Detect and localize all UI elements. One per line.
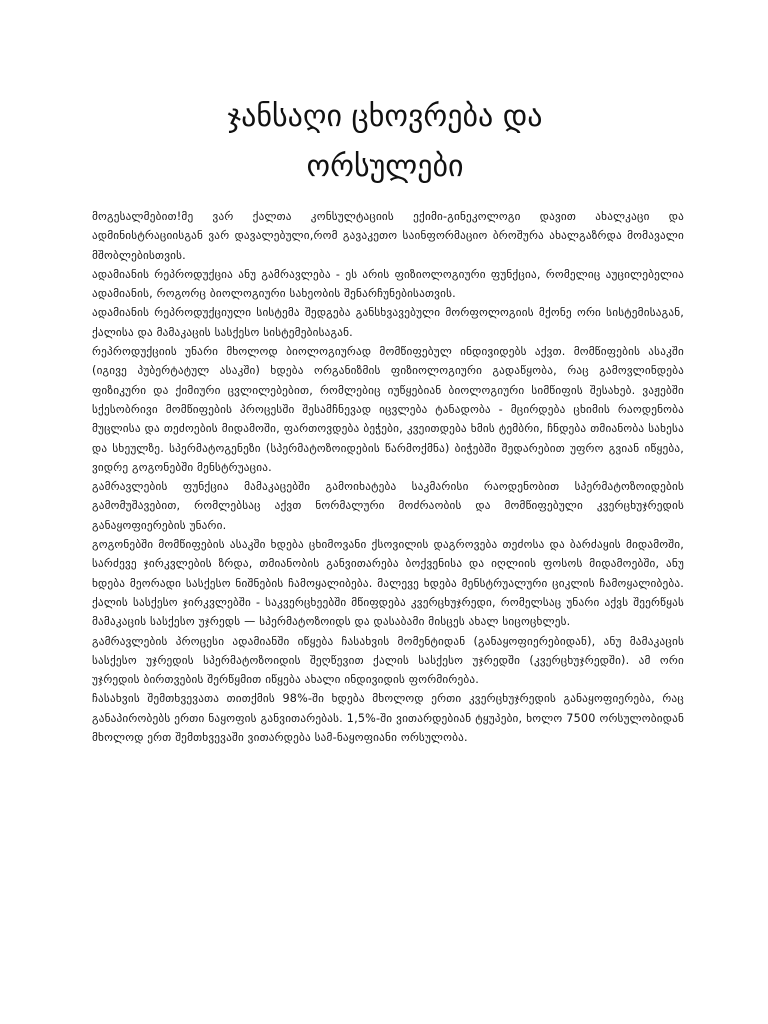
- paragraph-reproduction-definition: ადამიანის რეპროდუქცია ანუ გამრავლება - ეს არის ფიზიოლოგიური ფუნქცია, რომელიც აუცილებელია ადამიანის, როგორც ბიოლოგიური სახეობის შენარჩუნებისათვის.: [92, 267, 684, 301]
- page-title: [150, 92, 620, 192]
- paragraph-greeting: მოგესალმებით!მე ვარ ქალთა კონსულტაციის ექიმი-გინეკოლოგი დავით ახალკაცი და ადმინისტრაციისგან ვარ დავალებული,რომ გავაკეთო საინფორმაციო ბროშურა ახალგაზრდა მომავალი მშობლებისთვის.: [92, 210, 684, 262]
- paragraph-male-function: გამრავლების ფუნქცია მამაკაცებში გამოიხატება საკმარისი რაოდენობით სპერმატოზოიდების გამომუშავებით, რომლებსაც აქვთ ნორმალური მოძრაობის და მომწიფებული კვერცხუჯრედის განაყოფიერების უნარი.: [92, 480, 684, 532]
- paragraph-reproductive-system: ადამიანის რეპროდუქციული სისტემა შედგება განსხვავებული მორფოლოგიის მქონე ორი სისტემისაგან, ქალისა და მამაკაცის სასქესო სისტემებისაგან.: [92, 306, 684, 339]
- paragraph-multiple-pregnancy: ჩასახვის შემთხვევათა თითქმის 98%-ში ხდება მხოლოდ ერთი კვერცხუჯრედის განაყოფიერება, რაც განაპირობებს ერთი ნაყოფის განვითარებას. 1,5%-ში ვითარდებიან ტყუპები, ხოლო 7500 ორსულობიდან მხოლოდ ერთ შემთხვევაში ვითარდება სამ-ნაყოფიანი ორსულობა.: [92, 692, 684, 745]
- title-line-2: ორსულები: [306, 149, 464, 184]
- title-line-1: ჯანსაღი ცხოვრება და: [227, 99, 543, 134]
- document-body: [92, 207, 684, 747]
- paragraph-puberty-girls: გოგონებში მომწიფების ასაკში ხდება ცხიმოვანი ქსოვილის დაგროვება თეძოსა და ბარძაყის მიდამოში, სარძევე ჯირკვლების ზრდა, თმიანობის განვითარება ბოქვენისა და იღლიის ფოსოს მიდამოებში, ანუ ხდება მეორადი სასქესო ნიშნების ჩამოყალიბება. მალევე ხდება მენსტრუალური ციკლის ჩამოყალიბება. ქალის სასქესო ჯირკვლებში - საკვერცხეებში მწიფდება კვერცხუჯრედი, რომელსაც უნარი აქვს შეერწყას მამაკაცის სასქესო უჯრედს — სპერმატოზოიდს და დასაბამი მისცეს ახალ სიცოცხლეს.: [92, 538, 684, 629]
- paragraph-puberty-boys: რეპროდუქციის უნარი მხოლოდ ბიოლოგიურად მომწიფებულ ინდივიდებს აქვთ. მომწიფების ასაკში (იგივე პუბერტატულ ასაკში) ხდება ორგანიზმის ფიზიოლოგიური გადაწყობა, რაც გამოვლინდება ფიზიკური და ქიმიური ცვლილებებით, რომლებიც იუწყებიან ბიოლოგიური სიმწიფის შესახებ. ვაჟებში სქესობრივი მომწიფების პროცესში შესამჩნევად იცვლება ტანადობა - მცირდება ცხიმის რაოდენობა მუცლისა და თეძოების მიდამოში, ფართოვდება ბეჭები, კვეითდება ხმის ტემბრი, ჩნდება თმიანობა სახესა და სხეულზე. სპერმატოგენეზი (სპერმატოზოიდების წარმოქმნა) ბიჭებში შედარებით უფრო გვიან იწყება, ვიდრე გოგონებში მენსტრუაცია.: [92, 345, 684, 474]
- paragraph-fertilization: გამრავლების პროცესი ადამიანში იწყება ჩასახვის მომენტიდან (განაყოფიერებიდან), ანუ მამაკაცის სასქესო უჯრედის სპერმატოზოიდის შეღწევით ქალის სასქესო უჯრედში (კვერცხუჯრედში). ამ ორი უჯრედის ბირთვების შერწყმით იწყება ახალი ინდივიდის ფორმირება.: [92, 634, 684, 687]
